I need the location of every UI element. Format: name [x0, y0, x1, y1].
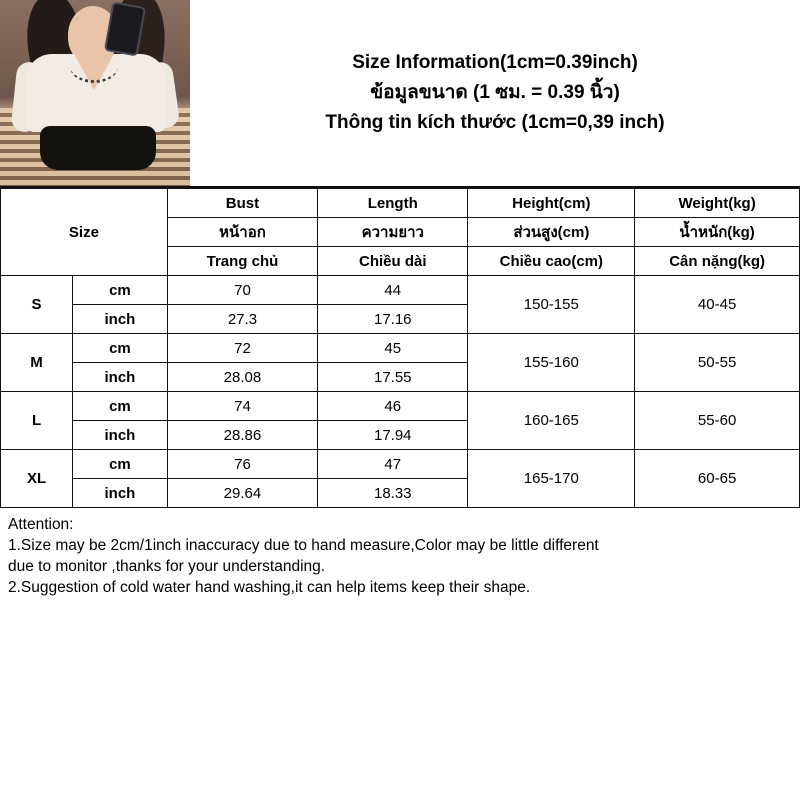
row-size-label: XL	[1, 450, 73, 508]
row-unit-inch: inch	[73, 479, 168, 508]
row-size-label: S	[1, 276, 73, 334]
row-weight: 50-55	[635, 334, 800, 392]
row-length-cm: 47	[318, 450, 468, 479]
row-height: 150-155	[468, 276, 635, 334]
header-weight-en: Weight(kg)	[635, 189, 800, 218]
row-weight: 55-60	[635, 392, 800, 450]
header	[0, 0, 800, 188]
header-length-th: ความยาว	[318, 218, 468, 247]
attention-line-3: 2.Suggestion of cold water hand washing,it can help items keep their shape.	[8, 579, 531, 596]
row-bust-inch: 29.64	[167, 479, 317, 508]
row-height: 155-160	[468, 334, 635, 392]
row-unit-inch: inch	[73, 363, 168, 392]
header-height-vi: Chiều cao(cm)	[468, 247, 635, 276]
row-length-cm: 46	[318, 392, 468, 421]
product-photo	[0, 0, 190, 186]
row-size-label: M	[1, 334, 73, 392]
row-length-inch: 17.55	[318, 363, 468, 392]
title-line-vi: Thông tin kích thước (1cm=0,39 inch)	[325, 112, 665, 133]
attention-line-2: due to monitor ,thanks for your understanding.	[8, 558, 326, 575]
attention-block	[0, 508, 800, 598]
row-bust-cm: 74	[167, 392, 317, 421]
row-bust-inch: 28.86	[167, 421, 317, 450]
row-unit-cm: cm	[73, 334, 168, 363]
row-length-cm: 45	[318, 334, 468, 363]
table-row	[1, 450, 800, 479]
row-bust-cm: 72	[167, 334, 317, 363]
header-length-en: Length	[318, 189, 468, 218]
row-length-inch: 17.94	[318, 421, 468, 450]
row-bust-cm: 76	[167, 450, 317, 479]
model-necklace	[70, 50, 118, 83]
row-size-label: L	[1, 392, 73, 450]
table-row	[1, 334, 800, 363]
size-table	[0, 188, 800, 508]
header-weight-th: น้ำหนัก(kg)	[635, 218, 800, 247]
attention-heading: Attention:	[8, 516, 74, 533]
row-length-inch: 17.16	[318, 305, 468, 334]
row-weight: 60-65	[635, 450, 800, 508]
row-bust-inch: 28.08	[167, 363, 317, 392]
row-length-inch: 18.33	[318, 479, 468, 508]
row-height: 165-170	[468, 450, 635, 508]
model-skirt	[40, 126, 156, 170]
header-bust-th: หน้าอก	[167, 218, 317, 247]
header-bust-en: Bust	[167, 189, 317, 218]
row-unit-inch: inch	[73, 305, 168, 334]
header-bust-vi: Trang chủ	[167, 247, 317, 276]
header-height-en: Height(cm)	[468, 189, 635, 218]
table-row	[1, 392, 800, 421]
title-line-en: Size Information(1cm=0.39inch)	[352, 52, 638, 73]
header-height-th: ส่วนสูง(cm)	[468, 218, 635, 247]
row-unit-cm: cm	[73, 392, 168, 421]
row-bust-inch: 27.3	[167, 305, 317, 334]
attention-line-1: 1.Size may be 2cm/1inch inaccuracy due to hand measure,Color may be little different	[8, 537, 599, 554]
row-height: 160-165	[468, 392, 635, 450]
row-unit-cm: cm	[73, 276, 168, 305]
header-length-vi: Chiều dài	[318, 247, 468, 276]
row-length-cm: 44	[318, 276, 468, 305]
table-header-row-en	[1, 189, 800, 218]
title-line-th: ข้อมูลขนาด (1 ซม. = 0.39 นิ้ว)	[370, 82, 620, 103]
row-unit-cm: cm	[73, 450, 168, 479]
row-weight: 40-45	[635, 276, 800, 334]
header-size-cell: Size	[1, 189, 168, 276]
title-block	[190, 0, 800, 186]
row-bust-cm: 70	[167, 276, 317, 305]
row-unit-inch: inch	[73, 421, 168, 450]
header-weight-vi: Cân nặng(kg)	[635, 247, 800, 276]
table-row	[1, 276, 800, 305]
